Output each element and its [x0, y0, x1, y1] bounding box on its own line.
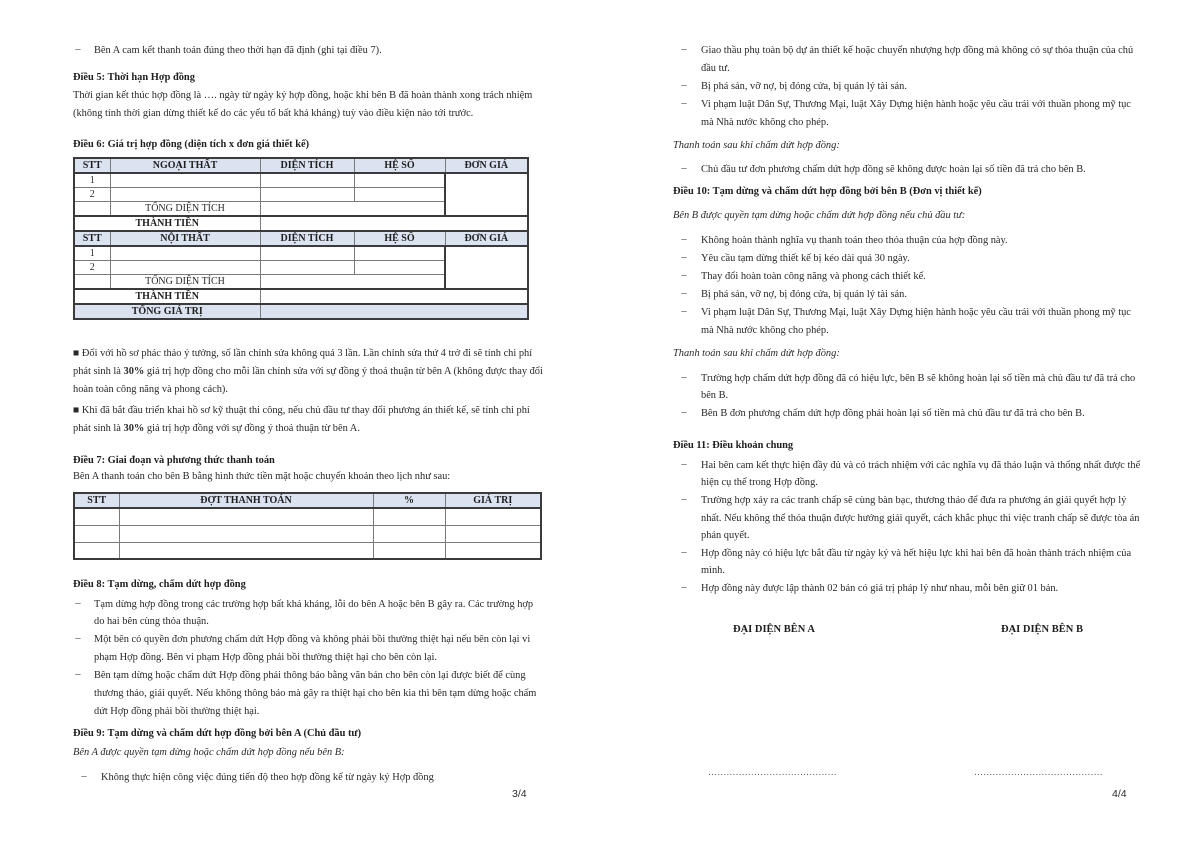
note-1-line-2 [73, 365, 543, 379]
list-item-line: Trường hợp chấm dứt hợp đồng đã có hiệu lực, bên B sẽ không hoàn lại số tiền mà chủ đầu tư đã trả cho [701, 373, 1136, 384]
list-dash: – [681, 372, 687, 383]
list-dash: – [75, 44, 81, 55]
cell[interactable] [260, 188, 354, 202]
cell[interactable] [110, 261, 260, 275]
header-stt: STT [74, 493, 119, 508]
list-item: Không thực hiện công việc đúng tiến độ theo hợp đồng kể từ ngày ký Hợp đồng [101, 772, 434, 783]
cell[interactable] [354, 188, 445, 202]
cell[interactable] [110, 246, 260, 261]
section-title-dieu8: Điều 8: Tạm dừng, chấm dứt hợp đồng [73, 579, 246, 590]
list-dash: – [681, 582, 687, 593]
list-dash: – [681, 98, 687, 109]
cell-don-gia[interactable] [445, 246, 528, 289]
list-item-line: Bên B đơn phương chấm dứt hợp đồng phải hoàn lại số tiền mà chủ đầu tư đã trả cho bên B. [701, 408, 1085, 419]
cell[interactable] [110, 173, 260, 188]
list-item-line: Hợp đồng này được lập thành 02 bản có giá trị pháp lý như nhau, mỗi bên giữ 01 bản. [701, 583, 1059, 594]
note-text: phát sinh là [73, 423, 124, 434]
list-item-line: Giao thầu phụ toàn bộ dự án thiết kế hoặc chuyển nhượng hợp đồng mà không có sự thỏa thuận của chủ [701, 45, 1134, 56]
table-row [74, 289, 528, 304]
cell[interactable] [260, 246, 354, 261]
list-item-line: phán quyết. [701, 530, 750, 541]
signature-line-party-b[interactable]: …………………………………… [974, 767, 1103, 777]
page-number: 4/4 [1112, 788, 1127, 800]
note-text: giá trị hợp đồng với sự đồng ý thoả thuận từ bên A. [144, 423, 360, 434]
cell[interactable] [260, 275, 445, 290]
list-item-line: thương thảo, giải quyết. Nếu không thông báo mà gây ra thiệt hại cho bên kia thì bên tạm dừng hoặc chấm [94, 688, 537, 699]
list-item: Bên A cam kết thanh toán đúng theo thời hạn đã định (ghi tại điều 7). [94, 45, 382, 56]
signature-line-party-a[interactable]: …………………………………… [708, 767, 837, 777]
section-title-dieu7: Điều 7: Giai đoạn và phương thức thanh toán [73, 455, 275, 466]
section-title-dieu6: Điều 6: Giá trị hợp đồng (diện tích x đơn giá thiết kế) [73, 139, 310, 150]
cell[interactable] [445, 508, 541, 525]
payment-schedule-table [73, 492, 542, 560]
table-header-row [74, 493, 541, 508]
list-dash: – [681, 288, 687, 299]
header-stt: STT [74, 231, 110, 246]
cell[interactable] [260, 289, 528, 304]
cell-stt: 1 [74, 246, 110, 261]
list-item-line: Trường hợp xảy ra các tranh chấp sẽ cùng bàn bạc, thương thảo để đưa ra phương án giải quyết hợp lý [701, 495, 1127, 506]
list-dash: – [681, 407, 687, 418]
list-item-line: Bên tạm dừng hoặc chấm dứt Hợp đồng phải thông báo bằng văn bản cho bên còn lại được biết để cùng [94, 670, 526, 681]
cell-tong-dien-tich: TỔNG DIỆN TÍCH [110, 275, 260, 290]
table-header-row [74, 231, 528, 246]
cell [74, 275, 110, 290]
page-4 [600, 0, 1200, 849]
signature-label-party-b: ĐẠI DIỆN BÊN B [1001, 624, 1083, 635]
cell[interactable] [354, 246, 445, 261]
header-stt: STT [74, 158, 110, 173]
header-dot-thanh-toan: ĐỢT THANH TOÁN [119, 493, 373, 508]
section-title-dieu10: Điều 10: Tạm dừng và chấm dứt hợp đồng bởi bên B (Đơn vị thiết kế) [673, 186, 982, 197]
cell[interactable] [445, 525, 541, 542]
list-item-line: bên B. [701, 390, 729, 401]
note-text: Khi đã bắt đầu triển khai hồ sơ kỹ thuật thi công, nếu chủ đầu tư thay đổi phương án thiết kế, sẽ tính chi phí [81, 405, 530, 416]
cell [74, 202, 110, 217]
paragraph-line: Thời gian kết thúc hợp đồng là …. ngày từ ngày ký hợp đồng, hoặc khi bên B đã hoàn thành xong trách nhiệm [73, 90, 533, 101]
cell-stt: 2 [74, 188, 110, 202]
cell[interactable] [260, 261, 354, 275]
cell[interactable] [445, 542, 541, 559]
table-row [74, 246, 528, 261]
list-dash: – [75, 669, 81, 680]
header-don-gia: ĐƠN GIÁ [445, 158, 528, 173]
section-title-dieu11: Điều 11: Điều khoản chung [673, 440, 794, 451]
section-subtitle: Bên B được quyền tạm dừng hoặc chấm dứt hợp đồng nếu chủ đầu tư: [673, 210, 966, 221]
section-title-dieu5: Điều 5: Thời hạn Hợp đồng [73, 72, 195, 83]
note-text: Đối với hồ sơ phác thảo ý tưởng, số lần chỉnh sửa không quá 3 lần. Lần chỉnh sửa thứ 4 trở đi sẽ tính chi phí [81, 348, 533, 359]
section-title-dieu9: Điều 9: Tạm dừng và chấm dứt hợp đồng bởi bên A (Chủ đầu tư) [73, 728, 362, 739]
header-percent: % [373, 493, 445, 508]
cell-total-value[interactable] [260, 304, 528, 319]
list-item-line: Bị phá sản, vỡ nợ, bị đóng cửa, bị quản lý tài sản. [701, 81, 907, 92]
header-noi-that: NỘI THẤT [110, 231, 260, 246]
note-2-line-2 [73, 422, 360, 436]
list-dash: – [681, 306, 687, 317]
list-dash: – [681, 163, 687, 174]
cell[interactable] [354, 173, 445, 188]
list-dash: – [681, 44, 687, 55]
list-item-line: Bị phá sản, vỡ nợ, bị đóng cửa, bị quản lý tài sản. [701, 289, 907, 300]
list-item-line: mà Nhà nước không cho phép. [701, 325, 829, 336]
table-row [74, 508, 541, 525]
cell-tong-dien-tich: TỔNG DIỆN TÍCH [110, 202, 260, 217]
list-item-line: Vi phạm luật Dân Sự, Thương Mại, luật Xây Dựng hiện hành hoặc yêu cầu trái với thuần phong mỹ tục [701, 99, 1131, 110]
list-dash: – [75, 633, 81, 644]
list-item-line: mà Nhà nước không cho phép. [701, 117, 829, 128]
list-dash: – [681, 494, 687, 505]
list-item-line: phạm Hợp đồng. Bên vi phạm Hợp đồng phải bồi thường thiệt hại cho bên còn lại. [94, 652, 438, 663]
list-item-line: Thay đổi hoàn toàn công năng và phong cách thiết kế. [701, 271, 926, 282]
header-he-so: HỆ SỐ [354, 158, 445, 173]
cell-don-gia[interactable] [445, 173, 528, 216]
paragraph-line: Bên A thanh toán cho bên B bằng hình thức tiền mặt hoặc chuyển khoản theo lịch như sau: [73, 471, 451, 482]
note-text: giá trị hợp đồng cho mỗi lần chỉnh sửa với sự đồng ý thoả thuận từ bên A (không được thay đổi [144, 366, 543, 377]
note-1-line-1 [73, 347, 532, 361]
cell-stt: 1 [74, 173, 110, 188]
cell[interactable] [373, 508, 445, 525]
page-number: 3/4 [512, 788, 527, 800]
header-gia-tri: GIÁ TRỊ [445, 493, 541, 508]
list-dash: – [681, 80, 687, 91]
cell[interactable] [119, 525, 373, 542]
paragraph-line: (không tính thời gian dừng thiết kế do các yếu tố bất khả kháng) tuỳ vào điều kiện nào tới trước. [73, 108, 474, 119]
payment-subtitle: Thanh toán sau khi chấm dứt hợp đồng: [673, 140, 840, 151]
table-row [74, 542, 541, 559]
list-item-line: do hai bên cùng thỏa thuận. [94, 616, 209, 627]
cell[interactable] [354, 261, 445, 275]
cell[interactable] [119, 508, 373, 525]
list-item-line: dứt Hợp đồng phải bồi thường thiệt hại. [94, 706, 260, 717]
cell[interactable] [260, 202, 445, 217]
contract-value-table [73, 157, 529, 320]
note-text: phát sinh là [73, 366, 124, 377]
list-dash: – [681, 252, 687, 263]
table-row [74, 525, 541, 542]
list-item-line: mình. [701, 565, 725, 576]
list-item-line: Vi phạm luật Dân Sự, Thương Mại, luật Xây Dựng hiện hành hoặc yêu cầu trái với thuần phong mỹ tục [701, 307, 1131, 318]
list-item-line: Tạm dừng hợp đồng trong các trường hợp bất khả kháng, lỗi do bên A hoặc bên B gây ra. Các trường hợp [94, 599, 534, 610]
header-ngoai-that: NGOẠI THẤT [110, 158, 260, 173]
cell-thanh-tien: THÀNH TIỀN [74, 289, 260, 304]
cell-thanh-tien: THÀNH TIỀN [74, 216, 260, 231]
list-dash: – [75, 598, 81, 609]
payment-subtitle: Thanh toán sau khi chấm dứt hợp đồng: [673, 348, 840, 359]
note-percent: 30% [123, 423, 145, 434]
list-item-line: Yêu cầu tạm dừng thiết kế bị kéo dài quá 30 ngày. [701, 253, 910, 264]
cell[interactable] [74, 542, 119, 559]
list-dash: – [81, 771, 87, 782]
header-dien-tich: DIỆN TÍCH [260, 158, 354, 173]
table-row-total [74, 304, 528, 319]
list-item: Chủ đầu tư đơn phương chấm dứt hợp đồng sẽ không được hoàn lại số tiền đã trả cho bên B. [701, 164, 1086, 175]
cell[interactable] [260, 173, 354, 188]
table-row [74, 216, 528, 231]
cell[interactable] [373, 525, 445, 542]
section-subtitle: Bên A được quyền tạm dừng hoặc chấm dứt hợp đồng nếu bên B: [73, 747, 345, 758]
list-dash: – [681, 459, 687, 470]
note-1-line-3: hoàn toàn công năng và phong cách). [73, 384, 228, 395]
cell[interactable] [373, 542, 445, 559]
list-item-line: đầu tư. [701, 63, 730, 74]
bullet-icon: ■ [73, 348, 80, 359]
cell[interactable] [74, 508, 119, 525]
list-dash: – [681, 547, 687, 558]
list-item-line: hiện cụ thể trong Hợp đồng. [701, 477, 818, 488]
list-dash: – [681, 234, 687, 245]
list-dash: – [681, 270, 687, 281]
note-percent: 30% [123, 366, 145, 377]
cell[interactable] [74, 525, 119, 542]
list-item-line: Hai bên cam kết thực hiện đầy đủ và có trách nhiệm với các nghĩa vụ đã thảo luận và thống nhất được thể [701, 460, 1141, 471]
table-header-row [74, 158, 528, 173]
cell[interactable] [119, 542, 373, 559]
signature-label-party-a: ĐẠI DIỆN BÊN A [733, 624, 815, 635]
header-dien-tich: DIỆN TÍCH [260, 231, 354, 246]
cell[interactable] [260, 216, 528, 231]
header-he-so: HỆ SỐ [354, 231, 445, 246]
bullet-icon: ■ [73, 405, 80, 416]
note-2-line-1 [73, 404, 530, 418]
header-don-gia: ĐƠN GIÁ [445, 231, 528, 246]
cell[interactable] [110, 188, 260, 202]
table-row [74, 173, 528, 188]
list-item-line: nhất. Nếu không thể thỏa thuận được hướng giải quyết, cách khắc phục thì việc tranh chấp sẽ được tòa án [701, 513, 1140, 524]
cell-stt: 2 [74, 261, 110, 275]
list-item-line: Không hoàn thành nghĩa vụ thanh toán theo thỏa thuận của hợp đồng này. [701, 235, 1008, 246]
list-item-line: Một bên có quyền đơn phương chấm dứt Hợp đồng và không phải bồi thường thiệt hại nếu bên còn lại vi [94, 634, 531, 645]
cell-tong-gia-tri: TỔNG GIÁ TRỊ [74, 304, 260, 319]
list-item-line: Hợp đồng này có hiệu lực bắt đầu từ ngày ký và hết hiệu lực khi hai bên đã hoàn thành trách nhiệm của [701, 548, 1132, 559]
